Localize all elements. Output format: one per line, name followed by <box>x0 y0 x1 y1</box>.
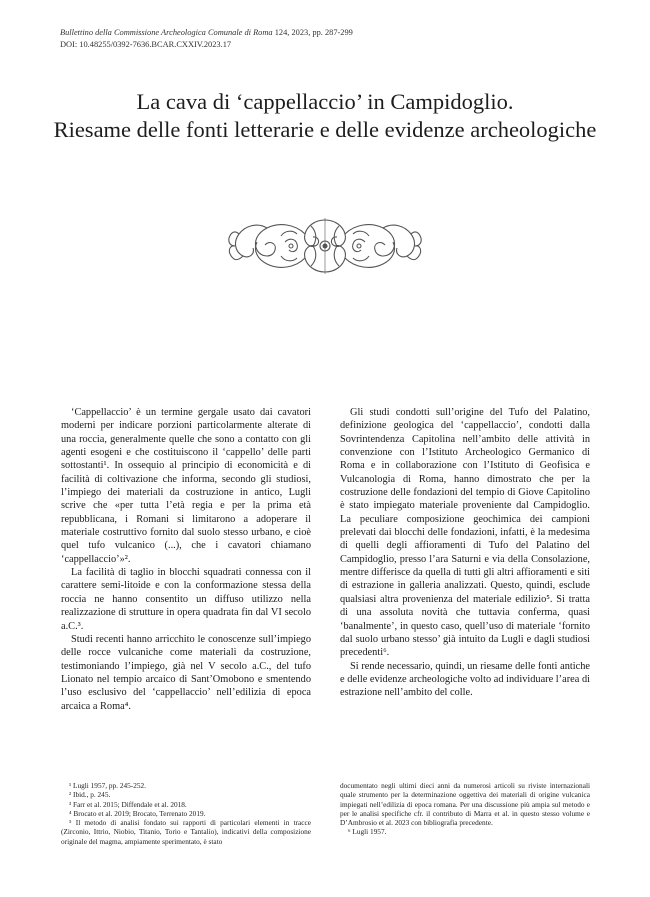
body-column-left <box>61 406 311 713</box>
footnotes-right <box>340 781 590 837</box>
journal-pages: 124, 2023, pp. 287-299 <box>272 28 353 37</box>
journal-citation <box>60 27 353 39</box>
paragraph: Studi recenti hanno arricchito le conoscenze sull’impiego delle rocce vulcaniche come materiali da costruzione, testimoniando l’impiego, già nel V secolo a.C., del tufo Lionato nel tempio arcaico di Sant’Omobono e smentendo l’uso esclusivo del ‘cappellaccio’ nell’edilizia di epoca arcaica a Roma⁴. <box>61 633 311 712</box>
ornament-icon <box>227 212 423 280</box>
running-header <box>60 27 353 51</box>
title-line-1: La cava di ‘cappellaccio’ in Campidoglio. <box>136 89 514 114</box>
footnote: ⁴ Brocato et al. 2019; Brocato, Terrenato 2019. <box>69 808 206 818</box>
paragraph: Si rende necessario, quindi, un riesame delle fonti antiche e delle evidenze archeologiche volto ad individuare l’area di estrazione nell’ambito del colle. <box>340 660 590 699</box>
article-title <box>40 88 610 144</box>
footnote: ² Ibid., p. 245. <box>69 790 111 800</box>
footnote-continuation: documentato negli ultimi dieci anni da numerosi articoli su riviste internazionali quale strumento per la determinazione oggettiva dei materiali di origine vulcanica impiegati nell’edilizia di epoca romana. Per una discussione più ampia sul metodo e per le analisi specifiche cfr. il contributo di Marra et al. in questo stesso volume e D’Ambrosio et al. 2023 con bibliografia precedente. <box>340 781 590 828</box>
footnote: ³ Farr et al. 2015; Diffendale et al. 2018. <box>69 799 187 809</box>
footnote: ⁶ Lugli 1957. <box>348 827 387 837</box>
footnotes-left <box>61 781 311 846</box>
doi: DOI: 10.48255/0392-7636.BCAR.CXXIV.2023.17 <box>60 40 232 49</box>
paragraph: La facilità di taglio in blocchi squadrati connessa con il carattere semi-litoide e con la conformazione stessa della roccia ne hanno consentito un diffuso utilizzo nella realizzazione di strutture in opera quadrata fin dal VI secolo a.C.³. <box>61 567 311 632</box>
paragraph: Gli studi condotti sull’origine del Tufo del Palatino, definizione geologica del ‘cappellaccio’, condotti dalla Sovrintendenza Capitolina nell’ambito delle attività in convenzione con l’Istituto Archeologico Germanico di Roma e in collaborazione con l’Istituto di Geofisica e Vulcanologia di Roma, hanno dimostrato che per la costruzione delle fondazioni del tempio di Giove Capitolino è stato impiegato materiale proveniente dal Campidoglio. La peculiare composizione geochimica dei campioni prelevati dai blocchi delle fondazioni, infatti, è la medesima di quelli degli affioramenti di Tufo del Palatino del Campidoglio, presso l’ara Saturni e via della Consolazione, mentre differisce da quella di tutti gli altri affioramenti e siti di estrazione in galleria analizzati. Questo, quindi, esclude qualsiasi altra provenienza del materiale edilizio⁵. Si tratta di una assoluta novità che tuttavia conferma, quasi ‘banalmente’, in questo caso, quell’uso di materiale ‘fornito dal suolo urbano stesso’ già intuito da Lugli e dagli studiosi precedenti⁶. <box>340 407 590 659</box>
title-line-2: Riesame delle fonti letterarie e delle evidenze archeologiche <box>53 117 597 142</box>
footnote: ⁵ Il metodo di analisi fondato sui rapporti di particolari elementi in tracce (Zirconio, Ittrio, Niobio, Titanio, Torio e Tantalio), indicativi della composizione originale del magma, ampiamente sperimentato, è stato <box>61 818 311 846</box>
journal-name: Bullettino della Commissione Archeologica Comunale di Roma <box>60 28 273 37</box>
body-column-right <box>340 406 590 700</box>
paragraph: ‘Cappellaccio’ è un termine gergale usato dai cavatori moderni per indicare porzioni particolarmente alterate di una roccia, generalmente quelle che sono a contatto con gli agenti esogeni e che costituiscono il ‘cappello’ delle parti sottostanti¹. In ossequio al principio di economicità e di facilità di coltivazione che informa, secondo gli studiosi, l’impiego dei materiali da costruzione in antico, Lugli scrive che «per tutta l’età regia e per la prima età repubblicana, i Romani si limitarono a adoperare il materiale costruttivo fornito dal suolo stesso urbano, e cioè quel tufo vulcanico (...), che i cavatori chiamano ‘cappellaccio’»². <box>61 407 311 565</box>
footnote: ¹ Lugli 1957, pp. 245-252. <box>69 781 146 790</box>
